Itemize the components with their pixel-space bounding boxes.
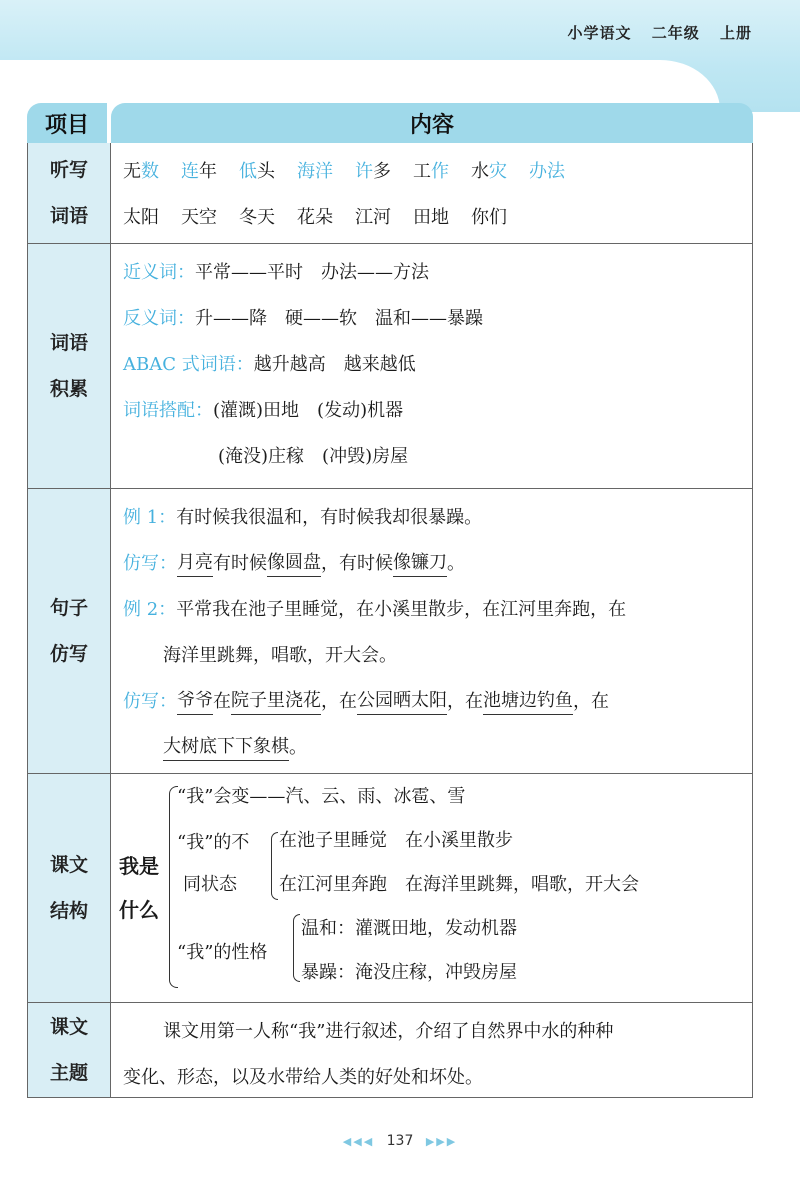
word: 花朵 <box>297 207 333 228</box>
header-subject: 小学语文 <box>567 24 632 42</box>
word: 天空 <box>181 207 217 228</box>
label-dictation: 听写 词语 <box>28 143 111 243</box>
head-content: 内容 <box>111 103 753 143</box>
summary-table <box>27 103 753 1098</box>
word: 你们 <box>471 207 507 228</box>
word: 无数 <box>123 161 159 182</box>
imitation-2: 仿写： 爷爷 在 院子里浇花 ，在 公园晒太阳 ，在 池塘边钓鱼 ，在 <box>123 677 740 723</box>
branch-2-item-2: 在江河里奔跑 在海洋里跳舞，唱歌，开大会 <box>279 874 639 895</box>
branch-2-label-1: “我”的不 <box>177 832 250 853</box>
label-theme: 课文 主题 <box>28 1003 111 1097</box>
word: 田地 <box>413 207 449 228</box>
synonym-line: 近义词： 平常——平时 办法——方法 <box>123 262 429 283</box>
branch-2-label-2: 同状态 <box>183 874 237 895</box>
row-theme <box>28 1002 752 1097</box>
content-dictation <box>111 143 752 243</box>
content-imitation <box>111 489 752 773</box>
example-2-cont: 海洋里跳舞，唱歌，开大会。 <box>163 645 397 666</box>
branch-1: “我”会变——汽、云、雨、冰雹、雪 <box>177 786 466 807</box>
word: 太阳 <box>123 207 159 228</box>
match-line-1: 词语搭配： (灌溉)田地 (发动)机器 <box>123 400 404 421</box>
row-structure <box>28 773 752 1002</box>
head-item: 项目 <box>27 103 107 143</box>
dictation-row1 <box>123 147 740 193</box>
label-accumulation: 词语 积累 <box>28 244 111 488</box>
theme-line-1: 课文用第一人称“我”进行叙述，介绍了自然界中水的种种 <box>163 1021 614 1042</box>
word: 江河 <box>355 207 391 228</box>
word: 办法 <box>529 161 565 182</box>
abac-line: ABAC 式词语： 越升越高 越来越低 <box>123 354 416 375</box>
content-structure <box>111 774 752 1002</box>
header-volume: 上册 <box>719 24 752 42</box>
left-arrows-icon: ◀◀◀ <box>342 1135 375 1148</box>
table-body <box>27 143 753 1098</box>
example-1: 例 1： 有时候我很温和，有时候我却很暴躁。 <box>123 507 483 528</box>
example-2: 例 2： 平常我在池子里睡觉，在小溪里散步，在江河里奔跑，在 <box>123 599 627 620</box>
word: 许多 <box>355 161 391 182</box>
branch-2-item-1: 在池子里睡觉 在小溪里散步 <box>279 830 513 851</box>
branch-2-brace <box>271 832 278 900</box>
page-number-text: 137 <box>386 1133 414 1149</box>
content-accumulation <box>111 244 752 488</box>
word: 冬天 <box>239 207 275 228</box>
dictation-row2 <box>123 193 740 239</box>
word: 连年 <box>181 161 217 182</box>
table-head <box>27 103 753 143</box>
right-arrows-icon: ▶▶▶ <box>425 1135 458 1148</box>
word: 工作 <box>413 161 449 182</box>
word: 低头 <box>239 161 275 182</box>
imitation-1: 仿写： 月亮 有时候 像圆盘 ，有时候 像镰刀 。 <box>123 539 740 585</box>
label-structure: 课文 结构 <box>28 774 111 1002</box>
match-line-2: (淹没)庄稼 (冲毁)房屋 <box>218 446 409 467</box>
branch-3-label: “我”的性格 <box>177 942 268 963</box>
label-imitation: 句子 仿写 <box>28 489 111 773</box>
branch-3-item-2: 暴躁：淹没庄稼，冲毁房屋 <box>301 962 517 983</box>
imitation-2-cont: 大树底下下象棋 。 <box>123 723 740 769</box>
word: 水灾 <box>471 161 507 182</box>
header-grade: 二年级 <box>651 24 700 42</box>
row-imitation <box>28 488 752 773</box>
row-dictation <box>28 143 752 243</box>
branch-3-item-1: 温和：灌溉田地，发动机器 <box>301 918 517 939</box>
antonym-line: 反义词： 升——降 硬——软 温和——暴躁 <box>123 308 483 329</box>
word: 海洋 <box>297 161 333 182</box>
branch-3-brace <box>293 914 300 982</box>
theme-line-2: 变化、形态，以及水带给人类的好处和坏处。 <box>123 1067 483 1088</box>
structure-main: 我是 什么 <box>119 854 159 922</box>
row-accumulation <box>28 243 752 488</box>
content-theme <box>111 1003 752 1097</box>
page-header <box>553 22 752 43</box>
page-number <box>0 1133 800 1149</box>
